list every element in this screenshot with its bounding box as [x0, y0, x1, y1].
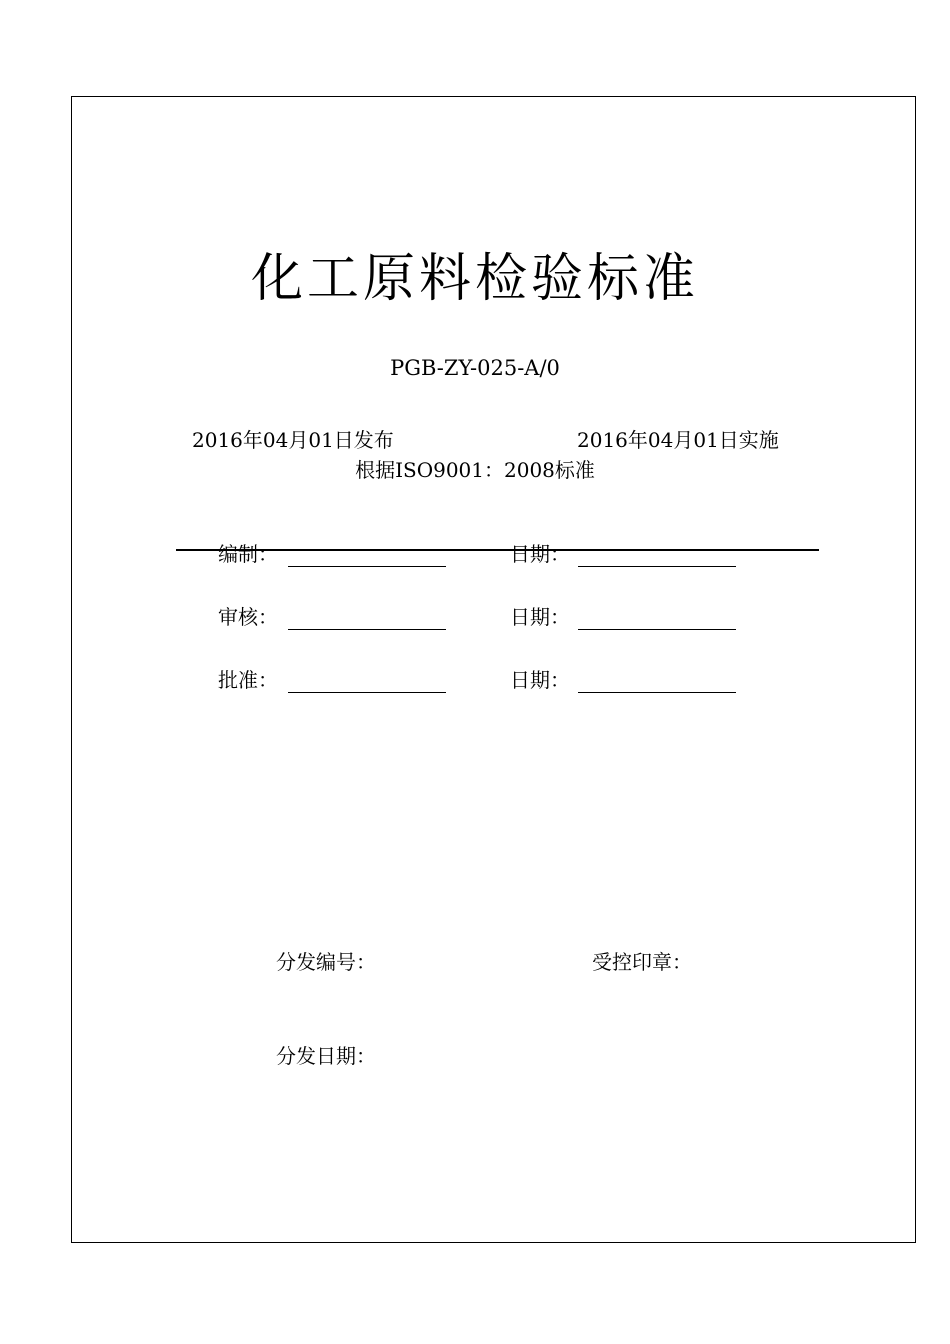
- distribution-date-label: 分发日期：: [276, 1044, 376, 1068]
- effective-date: 2016年04月01日实施: [577, 428, 779, 452]
- approved-by-line: [288, 692, 446, 693]
- release-date: 2016年04月01日发布: [192, 428, 394, 452]
- compiled-date-label: 日期：: [510, 542, 570, 566]
- strikethrough-line: [176, 549, 819, 551]
- controlled-stamp-label: 受控印章：: [592, 950, 692, 974]
- standard-basis: 根据ISO9001：2008标准: [355, 458, 595, 482]
- compiled-date-line: [578, 566, 736, 567]
- reviewed-by-line: [288, 629, 446, 630]
- approved-date-line: [578, 692, 736, 693]
- reviewed-date-label: 日期：: [510, 605, 570, 629]
- compiled-by-line: [288, 566, 446, 567]
- distribution-number-label: 分发编号：: [276, 950, 376, 974]
- reviewed-by-label: 审核：: [218, 605, 278, 629]
- document-code: PGB-ZY-025-A/0: [390, 356, 560, 380]
- document-title: 化工原料检验标准: [250, 249, 699, 309]
- approved-date-label: 日期：: [510, 668, 570, 692]
- approved-by-label: 批准：: [218, 668, 278, 692]
- reviewed-date-line: [578, 629, 736, 630]
- compiled-by-label: 编制：: [218, 542, 278, 566]
